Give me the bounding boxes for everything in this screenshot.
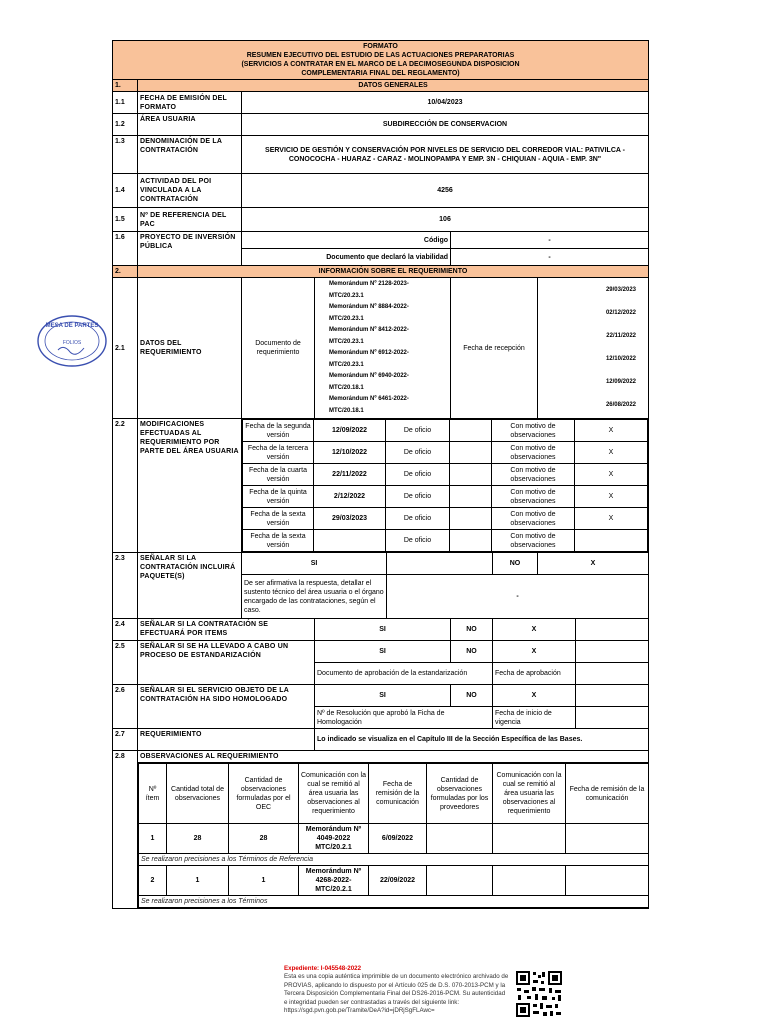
r28-rows-0-com2 xyxy=(493,824,566,854)
r28-precision2: Se realizaron precisiones a los Términos xyxy=(139,896,649,908)
r21-memos-1: MTC/20.23.1 xyxy=(329,292,364,299)
r21-memos-8: Memorándum Nº 6940-2022- xyxy=(329,373,409,379)
version-row xyxy=(243,530,648,552)
r28-headers-4: Fecha de remisión de la comunicación xyxy=(369,764,427,824)
r11-label: FECHA DE EMISIÓN DEL FORMATO xyxy=(138,92,242,114)
r15-num: 1.5 xyxy=(113,208,138,232)
r28-headers-7: Fecha de remisión de la comunicación xyxy=(566,764,649,824)
r26-vig_label: Fecha de inicio de vigencia xyxy=(493,707,576,729)
r21-memos-0: Memorándum Nº 2128-2023- xyxy=(329,281,409,287)
precision-row xyxy=(139,896,649,908)
r16-doc_value: - xyxy=(451,249,649,266)
row-2-2 xyxy=(113,419,649,553)
r28-num: 2.8 xyxy=(113,751,138,909)
r11-num: 1.1 xyxy=(113,92,138,114)
format-document xyxy=(112,40,648,909)
header-line1: FORMATO xyxy=(363,43,398,50)
section-2-header xyxy=(113,266,649,278)
r22-rows-3-version: Fecha de la quinta versión xyxy=(243,486,314,508)
r28-rows-0-fecha2 xyxy=(566,824,649,854)
r21-memos-2: Memorándum Nº 8884-2022- xyxy=(329,304,409,310)
r28-rows-0-prov xyxy=(427,824,493,854)
r21-num: 2.1 xyxy=(113,278,138,419)
r26-si: SI xyxy=(315,685,451,707)
expediente-number: Expediente: I-045548-2022 xyxy=(284,965,362,972)
stamp-title: MESA DE PARTES xyxy=(45,323,99,329)
r11-value: 10/04/2023 xyxy=(242,92,649,114)
r21-memos-6: Memorándum Nº 6912-2022- xyxy=(329,350,409,356)
r28-headers-0: Nº ítem xyxy=(139,764,167,824)
r23-note_value: - xyxy=(387,575,649,619)
r21-memos-11: MTC/20.18.1 xyxy=(329,407,364,414)
row-1-2 xyxy=(113,114,649,136)
r22-rows-2-fecha: 22/11/2022 xyxy=(314,464,386,486)
r21-dates-0: 29/03/2023 xyxy=(605,286,636,293)
r28-headers-2: Cantidad de observaciones formuladas por el OEC xyxy=(229,764,299,824)
r28-headers-5: Cantidad de observaciones formuladas por los proveedores xyxy=(427,764,493,824)
r26-num: 2.6 xyxy=(113,685,138,729)
r22-rows-1-version: Fecha de la tercera versión xyxy=(243,442,314,464)
r21-memos-5: MTC/20.23.1 xyxy=(329,338,364,345)
r24-num: 2.4 xyxy=(113,619,138,641)
r14-label: ACTIVIDAD DEL POI VINCULADA A LA CONTRATACIÓN xyxy=(138,174,242,208)
authenticity-text: Esta es una copia auténtica imprimible de un documento electrónico archivado de PROVIAS, aplicando lo dispuesto por el Artículo 025 de D.S. 070-2013-PCM y la Tercera Disposición Complementaria Final del DS26-2016-PCM. Su autenticidad e integridad pueden ser contrastadas a través del siguiente link: https://sgd.pvn.gob.pe/Tramite/DeA?id=jDRjSgFLAwc= xyxy=(284,973,509,1015)
r22-rows-4-motivo: Con motivo de observaciones xyxy=(492,508,575,530)
r23-no: NO xyxy=(493,553,538,575)
r28-rows-1-prov xyxy=(427,866,493,896)
r22-rows-5-motivo: Con motivo de observaciones xyxy=(492,530,575,552)
r12-num: 1.2 xyxy=(113,114,138,136)
r28-headers-1: Cantidad total de observaciones xyxy=(167,764,229,824)
row-2-7 xyxy=(113,729,649,751)
r28-rows-0-com: Memorándum Nº 4049-2022 MTC/20.2.1 xyxy=(299,824,369,854)
r16-codigo_label: Código xyxy=(242,232,451,249)
r21-label: DATOS DEL REQUERIMIENTO xyxy=(138,278,242,419)
r22-rows-0-oficio: De oficio xyxy=(386,420,450,442)
row-2-1 xyxy=(113,278,649,419)
r22-rows-3-mark: X xyxy=(575,486,648,508)
r16-num: 1.6 xyxy=(113,232,138,266)
r26-res_label: Nº de Resolución que aprobó la Ficha de Homologación xyxy=(315,707,493,729)
section1-title: DATOS GENERALES xyxy=(138,80,649,92)
r28-headers-6: Comunicación con la cual se remitió al área usuaria las observaciones al requerimiento xyxy=(493,764,566,824)
r22-rows-4-fecha: 29/03/2023 xyxy=(314,508,386,530)
r21-dates-2: 22/11/2022 xyxy=(606,332,636,339)
r15-value: 106 xyxy=(242,208,649,232)
r22-rows-1-mark: X xyxy=(575,442,648,464)
r23-label: SEÑALAR SI LA CONTRATACIÓN INCLUIRÁ PAQUETE(S) xyxy=(138,553,242,619)
r21-memos-4: Memorándum Nº 8412-2022- xyxy=(329,327,409,333)
row-2-4 xyxy=(113,619,649,641)
stamp-signature-icon xyxy=(58,347,84,354)
version-row xyxy=(243,508,648,530)
r21-dates-4: 12/09/2022 xyxy=(605,378,636,385)
r27-value: Lo indicado se visualiza en el Capítulo III de la Sección Específica de las Bases. xyxy=(315,729,649,751)
r13-label: DENOMINACIÓN DE LA CONTRATACIÓN xyxy=(138,136,242,174)
r24-no: NO xyxy=(451,619,493,641)
r21-doc_label: Documento de requerimiento xyxy=(242,278,315,419)
r28-rows-0-total: 28 xyxy=(167,824,229,854)
r21-memos-3: MTC/20.23.1 xyxy=(329,315,364,322)
observations-header xyxy=(139,764,649,824)
row-1-3 xyxy=(113,136,649,174)
r22-rows-3-oficio: De oficio xyxy=(386,486,450,508)
r28-rows-0-fecha: 6/09/2022 xyxy=(369,824,427,854)
r26-no: NO xyxy=(451,685,493,707)
r22-rows-0-motivo: Con motivo de observaciones xyxy=(492,420,575,442)
r22-rows-0-version: Fecha de la segunda versión xyxy=(243,420,314,442)
r22-rows-3-fecha: 2/12/2022 xyxy=(314,486,386,508)
precision-row xyxy=(139,854,649,866)
table-row xyxy=(139,824,649,854)
format-table xyxy=(112,40,649,909)
row-2-8 xyxy=(113,751,649,909)
r14-num: 1.4 xyxy=(113,174,138,208)
r22-label: MODIFICACIONES EFECTUADAS AL REQUERIMIENTO POR PARTE DEL ÁREA USUARIA xyxy=(138,419,242,553)
r14-value: 4256 xyxy=(242,174,649,208)
r22-rows-0-mark: X xyxy=(575,420,648,442)
r22-rows-5-fecha xyxy=(314,530,386,552)
row-1-5 xyxy=(113,208,649,232)
r21-dates-1: 02/12/2022 xyxy=(605,309,636,316)
r22-rows-1-oficio: De oficio xyxy=(386,442,450,464)
version-row xyxy=(243,464,648,486)
r28-rows-1-com: Memorándum Nº 4268-2022-MTC/20.2.1 xyxy=(299,866,369,896)
r16-label: PROYECTO DE INVERSIÓN PÚBLICA xyxy=(138,232,242,266)
r24-label: SEÑALAR SI LA CONTRATACIÓN SE EFECTUARÁ POR ITEMS xyxy=(138,619,315,641)
r22-rows-5-mark xyxy=(575,530,648,552)
r25-doc_label: Documento de aprobación de la estandarización xyxy=(315,663,493,685)
r26-label: SEÑALAR SI EL SERVICIO OBJETO DE LA CONTRATACIÓN HA SIDO HOMOLOGADO xyxy=(138,685,315,729)
r25-num: 2.5 xyxy=(113,641,138,685)
stamp-sub: FOLIOS xyxy=(62,340,82,346)
r22-rows-4-version: Fecha de la sexta versión xyxy=(243,508,314,530)
header-line3: (SERVICIOS A CONTRATAR EN EL MARCO DE LA DECIMOSEGUNDA DISPOSICION xyxy=(241,61,520,68)
r16-doc_label: Documento que declaró la viabilidad xyxy=(242,249,451,266)
r23-si: SI xyxy=(242,553,387,575)
r28-rows-1-fecha2 xyxy=(566,866,649,896)
r28-headers-3: Comunicación con la cual se remitió al área usuaria las observaciones al requerimiento xyxy=(299,764,369,824)
section2-num: 2. xyxy=(113,266,138,278)
r21-memos-9: MTC/20.18.1 xyxy=(329,384,364,391)
r26-mark: X xyxy=(493,685,576,707)
r16-codigo_value: - xyxy=(451,232,649,249)
r21-dates-5: 26/08/2022 xyxy=(605,401,636,408)
r25-fecha_label: Fecha de aprobación xyxy=(493,663,576,685)
r27-label: REQUERIMIENTO xyxy=(138,729,315,751)
reception-stamp xyxy=(34,312,110,370)
modifications-table xyxy=(242,419,649,553)
r13-num: 1.3 xyxy=(113,136,138,174)
r22-rows-5-oficio: De oficio xyxy=(386,530,450,552)
r27-num: 2.7 xyxy=(113,729,138,751)
r22-rows-2-motivo: Con motivo de observaciones xyxy=(492,464,575,486)
r23-num: 2.3 xyxy=(113,553,138,619)
version-row xyxy=(243,486,648,508)
r28-precision: Se realizaron precisiones a los Términos de Referencia xyxy=(139,854,649,866)
r22-rows-5-version: Fecha de la sexta versión xyxy=(243,530,314,552)
observations-table xyxy=(138,763,649,908)
r28-label: OBSERVACIONES AL REQUERIMIENTO xyxy=(138,751,648,763)
r22-rows-4-mark: X xyxy=(575,508,648,530)
row-1-6a xyxy=(113,232,649,249)
row-2-5a xyxy=(113,641,649,663)
r28-rows-1-item: 2 xyxy=(139,866,167,896)
r22-rows-4-oficio: De oficio xyxy=(386,508,450,530)
r23-note: De ser afirmativa la respuesta, detallar el sustento técnico del área usuaria o el órgano encargado de las contrataciones, según el caso. xyxy=(242,575,387,619)
qr-code-icon[interactable] xyxy=(515,970,563,1018)
r25-si: SI xyxy=(315,641,451,663)
row-1-1 xyxy=(113,92,649,114)
r22-num: 2.2 xyxy=(113,419,138,553)
table-row xyxy=(139,866,649,896)
r22-rows-2-version: Fecha de la cuarta versión xyxy=(243,464,314,486)
r22-rows-1-motivo: Con motivo de observaciones xyxy=(492,442,575,464)
row-2-3a xyxy=(113,553,649,575)
r28-rows-1-oec: 1 xyxy=(229,866,299,896)
r21-dates-3: 12/10/2022 xyxy=(605,355,636,362)
r21-memos-7: MTC/20.23.1 xyxy=(329,361,364,368)
row-2-6a xyxy=(113,685,649,707)
r22-rows-3-motivo: Con motivo de observaciones xyxy=(492,486,575,508)
r22-rows-2-oficio: De oficio xyxy=(386,464,450,486)
r22-rows-0-fecha: 12/09/2022 xyxy=(314,420,386,442)
r28-rows-0-oec: 28 xyxy=(229,824,299,854)
memo-list xyxy=(315,278,451,419)
r28-rows-0-item: 1 xyxy=(139,824,167,854)
observations-block xyxy=(138,751,649,909)
row-1-4 xyxy=(113,174,649,208)
r13-value: SERVICIO DE GESTIÓN Y CONSERVACIÓN POR NIVELES DE SERVICIO DEL CORREDOR VIAL: PATIVILCA - CONOCOCHA - HUARAZ - CARAZ - MOLINOPAMPA Y EMP. 3N - CHIQUIAN - AQUIA - EMP. 3N" xyxy=(242,136,649,174)
header-line2: RESUMEN EJECUTIVO DEL ESTUDIO DE LAS ACTUACIONES PREPARATORIAS xyxy=(246,52,515,59)
r28-rows-1-fecha: 22/09/2022 xyxy=(369,866,427,896)
section1-num: 1. xyxy=(113,80,138,92)
r25-label: SEÑALAR SI SE HA LLEVADO A CABO UN PROCESO DE ESTANDARIZACIÓN xyxy=(138,641,315,685)
r24-mark: X xyxy=(493,619,576,641)
r24-si: SI xyxy=(315,619,451,641)
r22-rows-2-mark: X xyxy=(575,464,648,486)
section-1-header xyxy=(113,80,649,92)
version-row xyxy=(243,420,648,442)
header-line4: COMPLEMENTARIA FINAL DEL REGLAMENTO) xyxy=(301,70,460,77)
r25-no: NO xyxy=(451,641,493,663)
document-title xyxy=(113,41,649,80)
r12-value: SUBDIRECCIÓN DE CONSERVACION xyxy=(242,114,649,136)
reception-dates xyxy=(538,278,649,419)
section2-title: INFORMACIÓN SOBRE EL REQUERIMIENTO xyxy=(138,266,649,278)
r23-mark: X xyxy=(538,553,649,575)
r21-memos-10: Memorándum Nº 6461-2022- xyxy=(329,396,409,402)
r28-rows-1-com2 xyxy=(493,866,566,896)
r28-rows-1-total: 1 xyxy=(167,866,229,896)
version-row xyxy=(243,442,648,464)
r25-mark: X xyxy=(493,641,576,663)
r22-rows-1-fecha: 12/10/2022 xyxy=(314,442,386,464)
r21-fecha_label: Fecha de recepción xyxy=(451,278,538,419)
footer-note xyxy=(284,965,510,1015)
r15-label: Nº DE REFERENCIA DEL PAC xyxy=(138,208,242,232)
r12-label: ÁREA USUARIA xyxy=(138,114,242,136)
